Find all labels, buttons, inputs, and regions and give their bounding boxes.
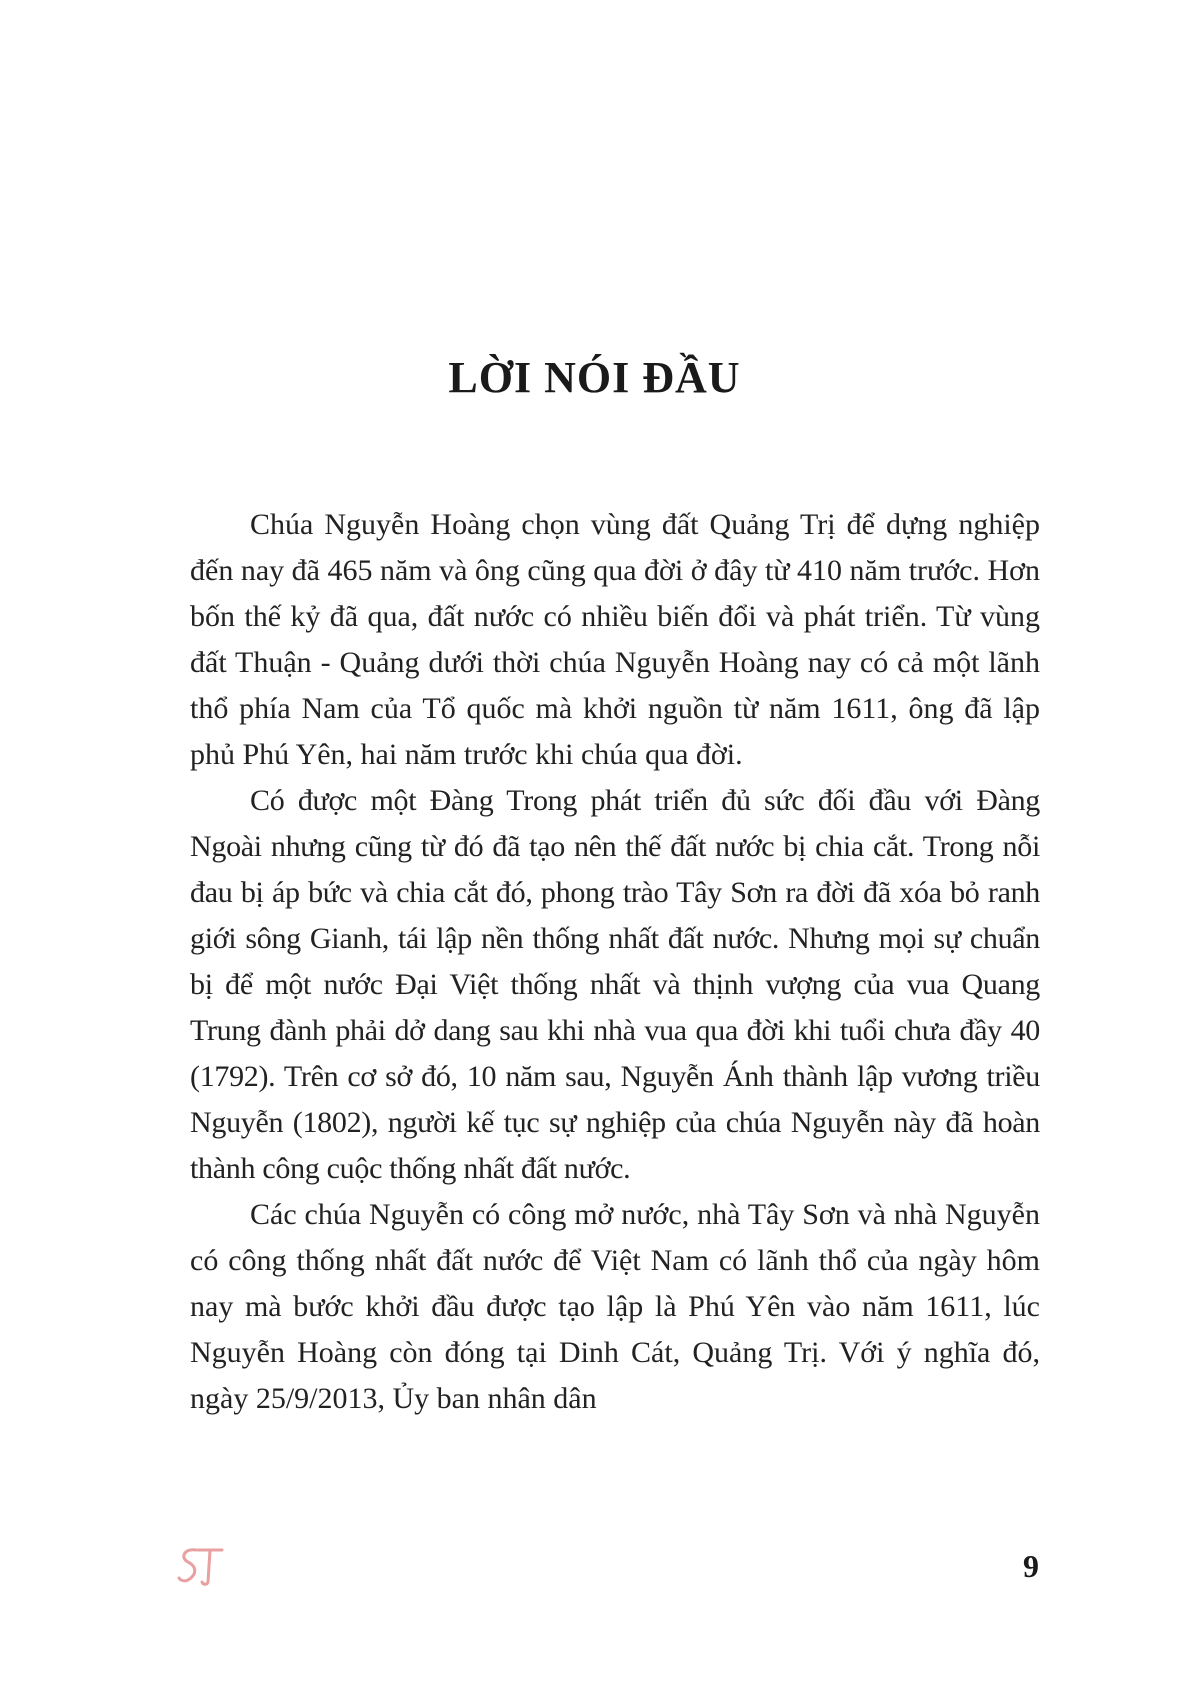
paragraph-3: Các chúa Nguyễn có công mở nước, nhà Tây Sơn và nhà Nguyễn có công thống nhất đất nước để Việt Nam có lãnh thổ của ngày hôm nay mà bước khởi đầu được tạo lập là Phú Yên vào năm 1611, lúc Nguyễn Hoàng còn đóng tại Dinh Cát, Quảng Trị. Với ý nghĩa đó, ngày 25/9/2013, Ủy ban nhân dân: [190, 1198, 1040, 1415]
publisher-logo-icon: [176, 1542, 226, 1588]
body-text: [190, 502, 1040, 1422]
paragraph-2: Có được một Đàng Trong phát triển đủ sức đối đầu với Đàng Ngoài nhưng cũng từ đó đã tạo nên thế đất nước bị chia cắt. Trong nỗi đau bị áp bức và chia cắt đó, phong trào Tây Sơn ra đời đã xóa bỏ ranh giới sông Gianh, tái lập nền thống nhất đất nước. Nhưng mọi sự chuẩn bị để một nước Đại Việt thống nhất và thịnh vượng của vua Quang Trung đành phải dở dang sau khi nhà vua qua đời khi tuổi chưa đầy 40 (1792). Trên cơ sở đó, 10 năm sau, Nguyễn Ánh thành lập vương triều Nguyễn (1802), người kế tục sự nghiệp của chúa Nguyễn này đã hoàn thành công cuộc thống nhất đất nước.: [190, 784, 1040, 1185]
page-title: LỜI NÓI ĐẦU: [448, 353, 741, 402]
page-number: 9: [1023, 1548, 1039, 1584]
paragraph-1: Chúa Nguyễn Hoàng chọn vùng đất Quảng Trị để dựng nghiệp đến nay đã 465 năm và ông cũng qua đời ở đây từ 410 năm trước. Hơn bốn thế kỷ đã qua, đất nước có nhiều biến đổi và phát triển. Từ vùng đất Thuận - Quảng dưới thời chúa Nguyễn Hoàng nay có cả một lãnh thổ phía Nam của Tổ quốc mà khởi nguồn từ năm 1611, ông đã lập phủ Phú Yên, hai năm trước khi chúa qua đời.: [190, 508, 1040, 771]
